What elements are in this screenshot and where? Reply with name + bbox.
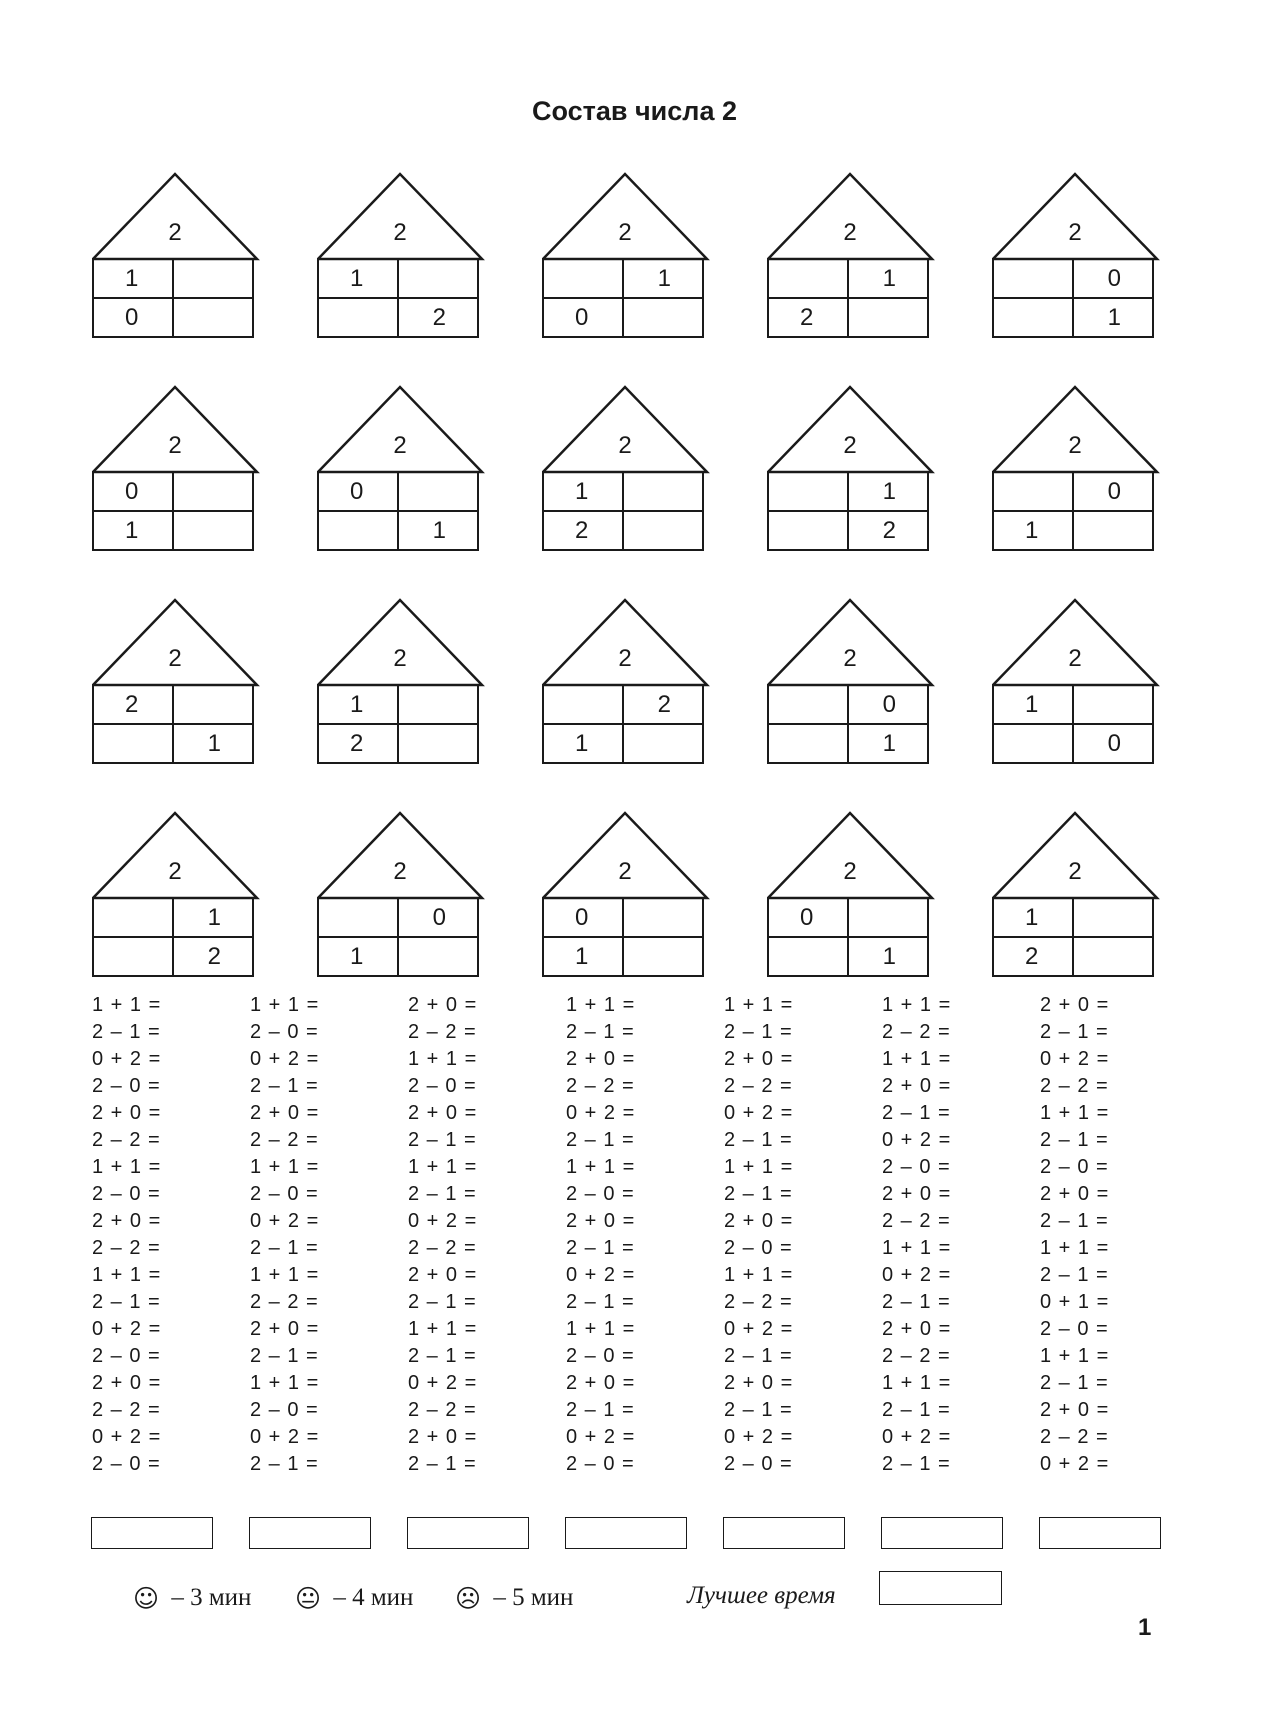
equation: 2 – 0 = [566,1345,635,1367]
equation: 2 – 2 = [1040,1426,1109,1448]
legend-medium [295,1580,413,1616]
house-cell[interactable]: 1 [575,942,589,970]
equation: 0 + 2 = [566,1102,636,1124]
number-house [765,385,935,558]
house-cell[interactable]: 0 [125,303,139,331]
equation: 2 – 0 = [724,1453,793,1475]
equation: 0 + 2 = [408,1210,478,1232]
equation: 2 – 1 = [882,1291,951,1313]
equation: 2 + 0 = [408,1264,478,1286]
equation: 2 – 1 = [408,1453,477,1475]
equation: 2 + 0 = [724,1048,794,1070]
number-house [990,598,1160,771]
house-cell[interactable] [623,472,703,511]
house-cell[interactable]: 2 [657,690,671,718]
house-cell[interactable] [768,685,848,724]
house-cell[interactable] [623,724,703,763]
equation: 0 + 2 = [724,1102,794,1124]
equation-column [882,992,1032,1478]
equation: 2 – 1 = [1040,1210,1109,1232]
equation: 2 – 1 = [724,1129,793,1151]
equation: 2 – 0 = [408,1075,477,1097]
equation: 0 + 2 = [92,1318,162,1340]
house-cell[interactable] [848,898,928,937]
equation: 2 – 1 = [408,1345,477,1367]
house-roof-number: 2 [618,858,632,885]
equation: 2 – 0 = [882,1156,951,1178]
equation: 0 + 2 = [408,1372,478,1394]
house-cell[interactable] [318,511,398,550]
equation: 2 – 2 = [566,1075,635,1097]
house-roof-number: 2 [168,432,182,459]
number-house [315,598,485,771]
equation: 2 – 1 = [566,1237,635,1259]
equation: 2 – 0 = [92,1075,161,1097]
house-cell[interactable] [93,937,173,976]
number-house [90,811,260,984]
house-cell[interactable]: 1 [350,942,364,970]
house-cell[interactable]: 0 [350,477,364,505]
number-house [540,385,710,558]
house-roof-number: 2 [168,219,182,246]
time-answer-box[interactable] [407,1517,529,1549]
equation: 2 – 0 = [1040,1156,1109,1178]
equation: 2 – 1 = [250,1075,319,1097]
house-cell[interactable]: 1 [882,477,896,505]
house-cell[interactable]: 0 [1107,729,1121,757]
equation: 2 + 0 = [1040,1399,1110,1421]
equation: 1 + 1 = [250,1156,320,1178]
number-house [765,598,935,771]
equation: 2 + 0 = [1040,1183,1110,1205]
house-roof-number: 2 [168,858,182,885]
house-cell[interactable] [993,259,1073,298]
equation: 2 – 2 = [408,1021,477,1043]
equation: 2 – 1 = [882,1453,951,1475]
equation: 2 – 1 = [724,1021,793,1043]
equation: 2 – 0 = [92,1345,161,1367]
equation: 2 + 0 = [882,1183,952,1205]
equation: 1 + 1 = [724,1156,794,1178]
house-cell[interactable]: 2 [207,942,221,970]
equation: 1 + 1 = [92,994,162,1016]
legend-slow [455,1580,573,1616]
house-cell[interactable]: 1 [207,903,221,931]
house-cell[interactable] [398,937,478,976]
equation: 1 + 1 = [566,994,636,1016]
equation: 1 + 1 = [408,1318,478,1340]
house-cell[interactable]: 1 [1025,516,1039,544]
house-roof-number: 2 [843,432,857,459]
house-cell[interactable]: 2 [882,516,896,544]
number-house [990,811,1160,984]
house-cell[interactable]: 0 [575,303,589,331]
house-cell[interactable]: 1 [575,477,589,505]
house-cell[interactable]: 1 [575,729,589,757]
house-cell[interactable]: 1 [125,264,139,292]
equation: 0 + 2 = [92,1048,162,1070]
equation: 2 – 1 = [250,1345,319,1367]
equation: 0 + 2 = [882,1264,952,1286]
frowning-face-icon: ☹ [455,1583,482,1613]
house-cell[interactable]: 0 [1107,264,1121,292]
equation: 2 – 0 = [250,1021,319,1043]
equation: 2 + 0 = [882,1075,952,1097]
equation: 2 + 0 = [566,1210,636,1232]
equation: 1 + 1 = [250,1372,320,1394]
equation: 2 – 0 = [250,1183,319,1205]
equation: 2 – 0 = [724,1237,793,1259]
equation: 2 + 0 = [882,1318,952,1340]
house-cell[interactable]: 1 [882,264,896,292]
house-roof-number: 2 [168,645,182,672]
house-cell[interactable]: 1 [207,729,221,757]
house-cell[interactable]: 0 [432,903,446,931]
house-cell[interactable] [768,937,848,976]
number-house [765,172,935,345]
house-cell[interactable]: 2 [125,690,139,718]
equation: 1 + 1 = [882,1237,952,1259]
number-house [90,598,260,771]
equation: 1 + 1 = [92,1156,162,1178]
equation: 0 + 2 = [250,1210,320,1232]
number-house [90,385,260,558]
equation: 2 – 2 = [882,1345,951,1367]
legend-medium-label: – 4 мин [327,1584,414,1611]
number-house [540,598,710,771]
house-cell[interactable] [543,259,623,298]
time-answer-box[interactable] [881,1517,1003,1549]
equation: 2 – 0 = [566,1453,635,1475]
house-cell[interactable]: 0 [882,690,896,718]
house-cell[interactable]: 1 [1025,690,1039,718]
equation: 1 + 1 = [250,1264,320,1286]
number-house [765,811,935,984]
equation: 2 – 1 = [408,1129,477,1151]
equation: 2 – 1 = [566,1129,635,1151]
equation: 2 – 0 = [92,1453,161,1475]
equation: 2 – 2 = [882,1210,951,1232]
house-cell[interactable]: 1 [432,516,446,544]
time-answer-box[interactable] [91,1517,213,1549]
house-roof-number: 2 [618,219,632,246]
equation: 0 + 2 = [250,1426,320,1448]
equation: 2 – 2 = [408,1399,477,1421]
house-cell[interactable]: 0 [125,477,139,505]
equation: 2 – 1 = [250,1237,319,1259]
equation: 1 + 1 = [882,1048,952,1070]
equation-column [408,992,558,1478]
house-cell[interactable]: 2 [800,303,814,331]
number-house [315,172,485,345]
equation: 2 – 2 = [1040,1075,1109,1097]
house-cell[interactable] [93,898,173,937]
house-cell[interactable]: 2 [1025,942,1039,970]
equation: 2 – 1 = [1040,1021,1109,1043]
house-cell[interactable] [768,511,848,550]
house-cell[interactable]: 1 [1107,303,1121,331]
equation: 1 + 1 = [408,1048,478,1070]
equation: 2 – 1 = [566,1399,635,1421]
house-cell[interactable] [1073,898,1153,937]
equation: 1 + 1 = [882,994,952,1016]
house-cell[interactable]: 2 [432,303,446,331]
house-roof-number: 2 [843,858,857,885]
equation: 2 – 2 = [250,1129,319,1151]
equation: 2 – 2 = [408,1237,477,1259]
house-cell[interactable]: 0 [800,903,814,931]
number-house [990,172,1160,345]
house-cell[interactable] [623,511,703,550]
number-house [315,811,485,984]
equation: 2 – 2 = [92,1237,161,1259]
equation: 2 – 1 = [724,1345,793,1367]
equation: 2 – 2 = [882,1021,951,1043]
equation: 1 + 1 = [250,994,320,1016]
equation: 1 + 1 = [724,994,794,1016]
house-cell[interactable] [623,298,703,337]
house-cell[interactable] [398,685,478,724]
equation: 2 + 0 = [408,994,478,1016]
house-cell[interactable] [173,511,253,550]
equation: 2 + 0 = [92,1102,162,1124]
house-cell[interactable] [848,298,928,337]
house-roof-number: 2 [393,432,407,459]
equation: 2 + 0 = [408,1426,478,1448]
equation: 2 + 0 = [92,1372,162,1394]
equation: 1 + 1 = [1040,1345,1110,1367]
equation: 1 + 1 = [1040,1237,1110,1259]
equation: 2 + 0 = [250,1102,320,1124]
house-cell[interactable] [318,898,398,937]
house-roof-number: 2 [393,858,407,885]
number-house [540,811,710,984]
equation: 0 + 2 = [1040,1048,1110,1070]
house-cell[interactable]: 1 [1025,903,1039,931]
equation-column [724,992,874,1478]
equation: 2 – 1 = [882,1102,951,1124]
equation: 0 + 2 = [566,1264,636,1286]
house-cell[interactable] [993,298,1073,337]
house-cell[interactable] [93,724,173,763]
number-house [90,172,260,345]
equation: 2 + 0 = [92,1210,162,1232]
legend-fast [133,1580,251,1616]
equation-column [1040,992,1190,1478]
equation: 0 + 2 = [724,1426,794,1448]
time-answer-box[interactable] [565,1517,687,1549]
equation: 2 – 1 = [92,1021,161,1043]
best-time-box[interactable] [879,1571,1002,1605]
house-roof-number: 2 [1068,219,1082,246]
number-house [540,172,710,345]
house-roof-number: 2 [1068,645,1082,672]
house-cell[interactable] [1073,685,1153,724]
equation: 0 + 2 = [882,1426,952,1448]
equation: 2 – 1 = [92,1291,161,1313]
house-cell[interactable] [1073,937,1153,976]
equation: 2 – 1 = [724,1399,793,1421]
legend-fast-label: – 3 мин [165,1584,252,1611]
house-roof-number: 2 [1068,432,1082,459]
equation: 2 – 2 = [92,1399,161,1421]
equation: 2 – 0 = [250,1399,319,1421]
equation: 2 – 1 = [1040,1372,1109,1394]
house-roof-number: 2 [1068,858,1082,885]
equation: 2 – 1 = [250,1453,319,1475]
equation: 2 – 1 = [408,1291,477,1313]
equation: 2 – 1 = [724,1183,793,1205]
equation: 1 + 1 = [724,1264,794,1286]
equation: 0 + 2 = [882,1129,952,1151]
equation: 2 – 1 = [408,1183,477,1205]
equation: 2 – 1 = [1040,1264,1109,1286]
time-answer-box[interactable] [723,1517,845,1549]
house-cell[interactable] [318,298,398,337]
house-cell[interactable] [173,472,253,511]
equation: 0 + 2 = [724,1318,794,1340]
equation: 2 – 1 = [882,1399,951,1421]
best-time-label: Лучшее время [687,1582,836,1609]
house-cell[interactable]: 1 [657,264,671,292]
equation: 0 + 2 = [566,1426,636,1448]
equation: 2 – 0 = [92,1183,161,1205]
equation: 2 + 0 = [566,1048,636,1070]
time-answer-box[interactable] [1039,1517,1161,1549]
equation: 0 + 1 = [1040,1291,1110,1313]
number-house [990,385,1160,558]
house-roof-number: 2 [393,645,407,672]
house-cell[interactable] [768,724,848,763]
house-cell[interactable] [993,472,1073,511]
house-cell[interactable]: 0 [1107,477,1121,505]
house-cell[interactable] [768,259,848,298]
house-cell[interactable]: 1 [350,264,364,292]
house-cell[interactable]: 0 [575,903,589,931]
equation: 2 – 2 = [250,1291,319,1313]
equation: 0 + 2 = [92,1426,162,1448]
equation: 1 + 1 = [882,1372,952,1394]
equation: 1 + 1 = [566,1156,636,1178]
house-roof-number: 2 [618,645,632,672]
house-cell[interactable] [768,472,848,511]
page-title: Состав числа 2 [532,96,737,126]
equation: 0 + 2 = [250,1048,320,1070]
equation: 2 – 2 = [724,1075,793,1097]
equation-column [566,992,716,1478]
house-cell[interactable] [173,685,253,724]
equation: 2 – 2 = [92,1129,161,1151]
house-cell[interactable]: 1 [350,690,364,718]
equation-column [250,992,400,1478]
page-number: 1 [1138,1614,1152,1641]
equation: 2 – 0 = [566,1183,635,1205]
equation: 2 – 0 = [1040,1318,1109,1340]
equation: 2 + 0 = [724,1210,794,1232]
equation: 2 – 1 = [1040,1129,1109,1151]
house-cell[interactable] [173,259,253,298]
house-roof-number: 2 [843,645,857,672]
equation: 2 + 0 = [1040,994,1110,1016]
house-cell[interactable] [398,724,478,763]
house-cell[interactable] [623,937,703,976]
legend-slow-label: – 5 мин [487,1584,574,1611]
equation: 2 + 0 = [408,1102,478,1124]
house-cell[interactable] [543,685,623,724]
equation: 1 + 1 = [1040,1102,1110,1124]
equation: 2 + 0 = [566,1372,636,1394]
house-cell[interactable] [173,298,253,337]
house-roof-number: 2 [393,219,407,246]
house-roof-number: 2 [618,432,632,459]
house-cell[interactable]: 1 [125,516,139,544]
equation: 2 + 0 = [724,1372,794,1394]
house-cell[interactable]: 2 [350,729,364,757]
house-cell[interactable] [623,898,703,937]
smiling-face-icon: ☺ [133,1583,160,1613]
equation: 2 – 2 = [724,1291,793,1313]
house-cell[interactable] [398,259,478,298]
house-cell[interactable]: 2 [575,516,589,544]
equation: 1 + 1 = [92,1264,162,1286]
equation: 2 – 1 = [566,1021,635,1043]
house-cell[interactable]: 1 [882,942,896,970]
equation-column [92,992,242,1478]
equation: 2 + 0 = [250,1318,320,1340]
equation: 1 + 1 = [408,1156,478,1178]
time-answer-box[interactable] [249,1517,371,1549]
number-house [315,385,485,558]
equation: 2 – 1 = [566,1291,635,1313]
house-cell[interactable]: 1 [882,729,896,757]
equation: 1 + 1 = [566,1318,636,1340]
neutral-face-icon: 😐 [295,1583,322,1613]
house-roof-number: 2 [843,219,857,246]
house-cell[interactable] [993,724,1073,763]
house-cell[interactable] [1073,511,1153,550]
house-cell[interactable] [398,472,478,511]
equation: 0 + 2 = [1040,1453,1110,1475]
